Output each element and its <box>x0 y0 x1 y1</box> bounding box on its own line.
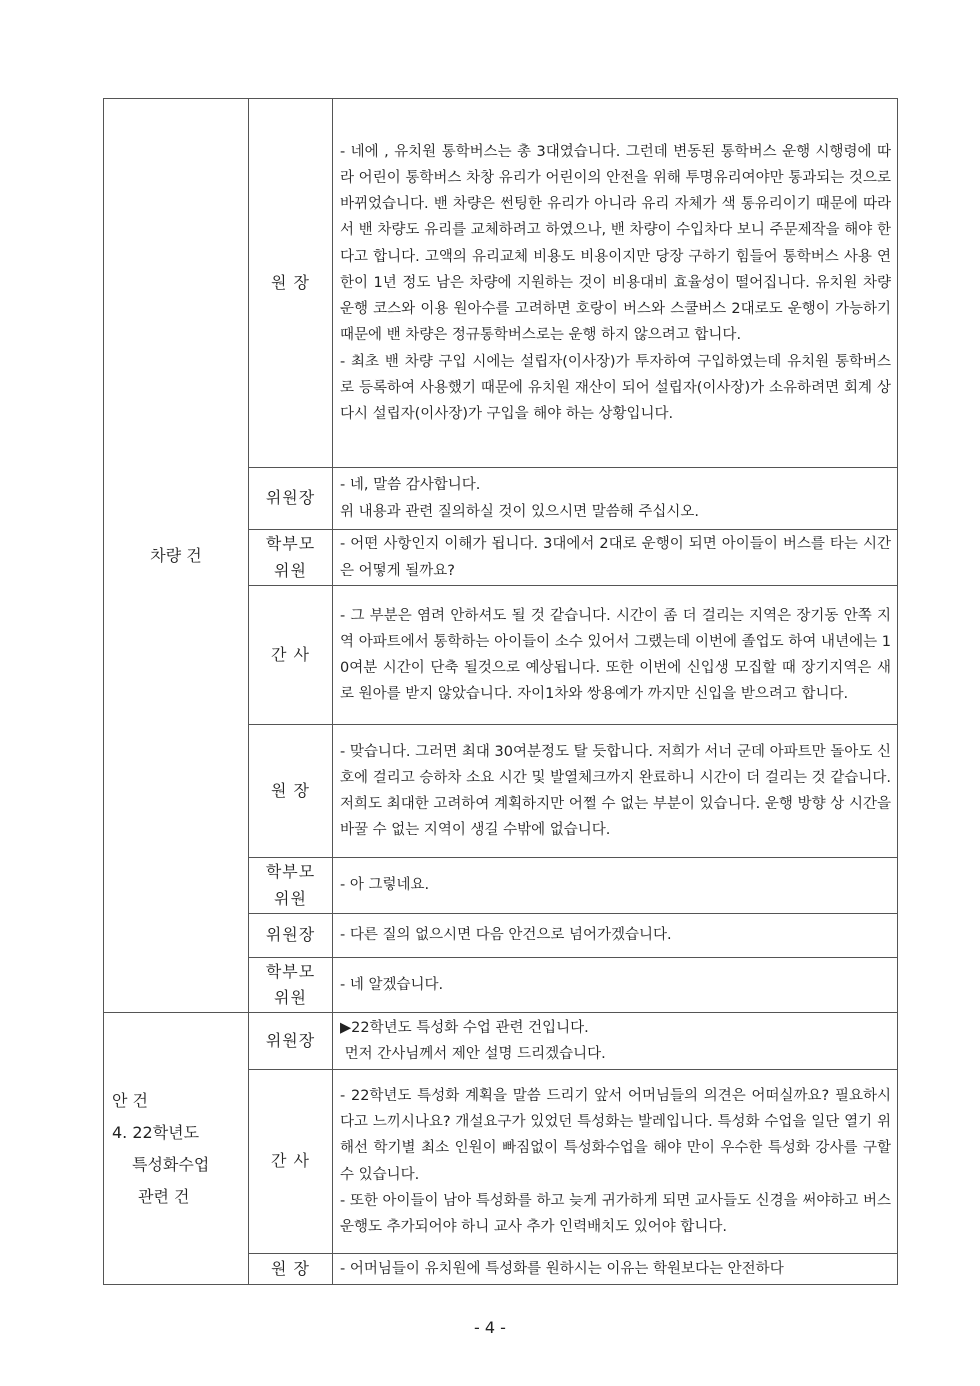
page-number: - 4 - <box>474 1318 506 1337</box>
speaker-label: 간 사 <box>271 644 310 664</box>
speaker-label: 원 장 <box>271 1258 310 1278</box>
table-row <box>104 99 898 468</box>
statement-line: 위 내용과 관련 질의하실 것이 있으시면 말씀해 주십시오. <box>340 503 700 520</box>
statement-line: - 아 그렇네요. <box>340 877 430 894</box>
speaker-cell <box>249 858 333 914</box>
speaker-cell <box>249 99 333 468</box>
statement-cell <box>333 725 898 858</box>
statement-cell <box>333 1070 898 1254</box>
speaker-label: 위원장 <box>265 925 316 945</box>
statement-line: - 어머님들이 유치원에 특성화를 원하시는 이유는 학원보다는 안전하다 <box>340 1260 784 1277</box>
statement-cell <box>333 1254 898 1285</box>
speaker-cell <box>249 1254 333 1285</box>
speaker-label: 학부모 위원 <box>265 534 316 580</box>
statement-line: - 네에 , 유치원 통학버스는 총 3대였습니다. 그런데 변동된 통학버스 운행 시행령에 따라 어린이 통학버스 차창 유리가 어린이의 안전을 위해 투명유리여야만 통과되는 것으로 바뀌었습니다. 밴 차량은 썬팅한 유리가 아니라 유리 자체가 색 통유리이기 때문에 따라서 밴 차량도 유리를 교체하려고 하였으나, 밴 차량이 수입차다 보니 주문제작을 해야 한다고 합니다. 고액의 유리교체 비용도 비용이지만 당장 구하기 힘들어 통학버스 사용 연한이 1년 정도 남은 차량에 지원하는 것이 비용대비 효율성이 떨어집니다. 유치원 차량 운행 코스와 이용 원아수를 고려하면 호랑이 버스와 스쿨버스 2대로도 운행이 가능하기 때문에 밴 차량은 정규통학버스로는 운행 하지 않으려고 합니다. <box>340 143 891 344</box>
agenda-label: 특성화수업 <box>132 1154 210 1174</box>
speaker-label: 원 장 <box>271 780 310 800</box>
speaker-label: 학부모 위원 <box>265 862 316 908</box>
statement-cell <box>333 99 898 468</box>
statement-cell <box>333 914 898 958</box>
speaker-cell <box>249 1070 333 1254</box>
statement-cell <box>333 530 898 586</box>
agenda-label: 안 건 <box>112 1090 148 1110</box>
speaker-cell <box>249 1013 333 1070</box>
agenda-label: 차량 건 <box>150 545 202 565</box>
speaker-label: 학부모 위원 <box>265 961 316 1007</box>
speaker-cell <box>249 958 333 1013</box>
statement-line: ▶22학년도 특성화 수업 관련 건입니다. <box>340 1019 589 1036</box>
speaker-label: 위원장 <box>265 488 316 508</box>
statement-cell <box>333 1013 898 1070</box>
speaker-cell <box>249 586 333 725</box>
statement-cell <box>333 958 898 1013</box>
minutes-table <box>103 98 898 1285</box>
statement-line: - 맞습니다. 그러면 최대 30여분정도 탈 듯합니다. 저희가 서너 군데 아파트만 돌아도 신호에 걸리고 승하차 소요 시간 및 발열체크까지 완료하니 시간이 더 걸리는 것 같습니다. 저희도 최대한 고려하여 계획하지만 어쩔 수 없는 부분이 있습니다. 운행 방향 상 시간을 바꿀 수 없는 지역이 생길 수밖에 없습니다. <box>340 743 891 839</box>
agenda-cell-vehicle <box>104 99 249 1013</box>
statement-line: - 22학년도 특성화 계획을 말씀 드리기 앞서 어머님들의 의견은 어떠실까요? 필요하시다고 느끼시나요? 개설요구가 있었던 특성화는 발레입니다. 특성화 수업을 일단 열기 위해선 학기별 최소 인원이 빠짐없이 특성화수업을 해야 만이 우수한 특성화 강사를 구할 수 있습니다. <box>340 1087 891 1183</box>
statement-line: - 어떤 사항인지 이해가 됩니다. 3대에서 2대로 운행이 되면 아이들이 버스를 타는 시간은 어떻게 될까요? <box>340 536 891 579</box>
statement-cell <box>333 858 898 914</box>
statement-line: - 최초 밴 차량 구입 시에는 설립자(이사장)가 투자하여 구입하였는데 유치원 통학버스로 등록하여 사용했기 때문에 유치원 재산이 되어 설립자(이사장)가 소유하려면 회계 상 다시 설립자(이사장)가 구입을 해야 하는 상황입니다. <box>340 353 891 422</box>
statement-line: - 또한 아이들이 남아 특성화를 하고 늦게 귀가하게 되면 교사들도 신경을 써야하고 버스 운행도 추가되어야 하니 교사 추가 인력배치도 있어야 합니다. <box>340 1192 891 1235</box>
speaker-label: 간 사 <box>271 1151 310 1171</box>
speaker-cell <box>249 914 333 958</box>
statement-line: - 그 부분은 염려 안하셔도 될 것 같습니다. 시간이 좀 더 걸리는 지역은 장기동 안쪽 지역 아파트에서 통학하는 아이들이 소수 있어서 그랬는데 이번에 졸업도 하여 내년에는 10여분 시간이 단축 될것으로 예상됩니다. 또한 이번에 신입생 모집할 때 장기지역은 새로 원아를 받지 않았습니다. 자이1차와 쌍용예가 까지만 신입을 받으려고 합니다. <box>340 607 891 703</box>
statement-line: - 네 알겠습니다. <box>340 976 444 993</box>
statement-line: - 다른 질의 없으시면 다음 안건으로 넘어가겠습니다. <box>340 927 672 944</box>
speaker-label: 원 장 <box>271 272 310 292</box>
speaker-cell <box>249 725 333 858</box>
speaker-label: 위원장 <box>265 1030 316 1050</box>
statement-line: 먼저 간사님께서 제안 설명 드리겠습니다. <box>340 1046 606 1062</box>
statement-line: - 네, 말씀 감사합니다. <box>340 477 481 494</box>
speaker-cell <box>249 468 333 530</box>
table-row <box>104 1013 898 1070</box>
statement-cell <box>333 468 898 530</box>
agenda-label: 관련 건 <box>138 1186 190 1206</box>
speaker-cell <box>249 530 333 586</box>
agenda-cell-specialized-class <box>104 1013 249 1285</box>
agenda-label: 4. 22학년도 <box>112 1122 200 1142</box>
statement-cell <box>333 586 898 725</box>
